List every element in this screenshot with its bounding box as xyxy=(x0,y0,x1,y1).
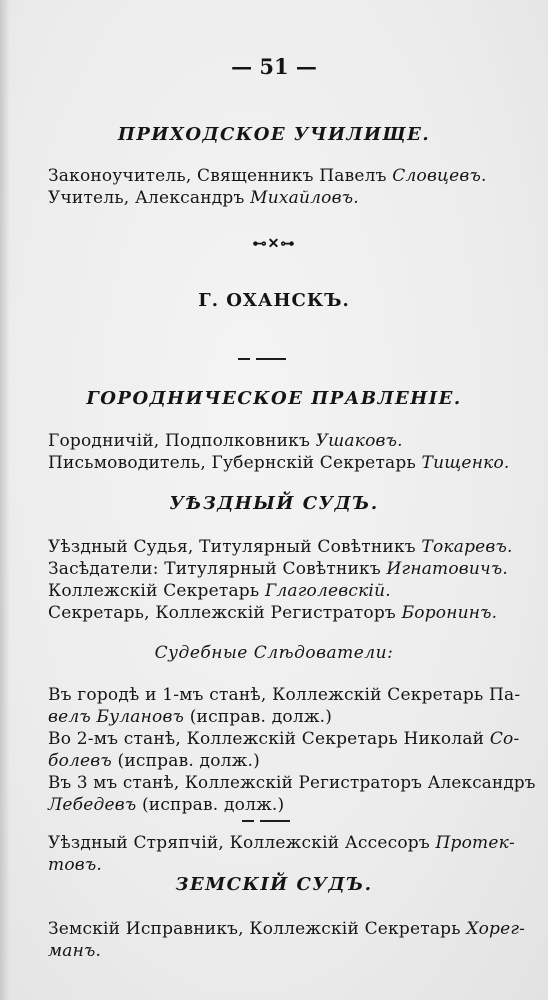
entry-secretary xyxy=(48,602,497,624)
entry-text: Коллежскій Секретарь xyxy=(48,581,260,601)
entry-name: Игнатовичъ. xyxy=(386,559,508,579)
entry-police-chief xyxy=(48,918,525,940)
entry-text: Во 2-мъ станѣ, Коллежскій Секретарь Николай xyxy=(48,729,485,749)
entry-mayor xyxy=(48,430,403,452)
entry-text: Въ городѣ и 1-мъ станѣ, Коллежскій Секретарь Па- xyxy=(48,685,521,705)
entry-name: болевъ xyxy=(48,751,112,771)
entry-text: Уѣздный Судья, Титулярный Совѣтникъ xyxy=(48,537,416,557)
ornament-divider: ⊷✕⊶ xyxy=(252,236,296,252)
entry-text: Городничій, Подполковникъ xyxy=(48,431,310,451)
rule-divider xyxy=(256,358,286,360)
entry-note: (исправ. долж.) xyxy=(141,795,285,815)
city-heading: Г. ОХАНСКЪ. xyxy=(198,290,350,311)
entry-police-chief-cont xyxy=(48,940,101,962)
entry-name: Боронинъ. xyxy=(401,603,498,623)
entry-name: Лебедевъ xyxy=(48,795,137,815)
entry-text: Въ 3 мъ станѣ, Коллежскій Регистраторъ Александръ xyxy=(48,773,536,793)
entry-name: Ушаковъ. xyxy=(315,431,403,451)
entry-text: Законоучитель, Священникъ Павелъ xyxy=(48,166,387,186)
entry-text: Засѣдатели: Титулярный Совѣтникъ xyxy=(48,559,381,579)
entry-law-teacher xyxy=(48,165,487,187)
rule-divider xyxy=(238,358,250,360)
entry-teacher xyxy=(48,187,359,209)
entry-name: Хорег- xyxy=(466,919,526,939)
entry-name: Михайловъ. xyxy=(250,188,359,208)
entry-investigator-1 xyxy=(48,684,520,706)
section-title-parish-school: ПРИХОДСКОЕ УЧИЛИЩЕ. xyxy=(117,124,431,145)
entry-clerk xyxy=(48,452,509,474)
entry-investigator-1-cont xyxy=(48,706,332,728)
entry-name: Токаревъ. xyxy=(421,537,513,557)
entry-text: Письмоводитель, Губернскій Секретарь xyxy=(48,453,416,473)
entry-name: Со- xyxy=(489,729,520,749)
page-number: — 51 — xyxy=(231,54,317,79)
rule-divider xyxy=(242,820,254,822)
entry-judge xyxy=(48,536,513,558)
entry-text: Учитель, Александръ xyxy=(48,188,245,208)
entry-district-attorney-cont xyxy=(48,854,102,876)
entry-assessors xyxy=(48,558,508,580)
rule-divider xyxy=(260,820,290,822)
entry-name: манъ. xyxy=(48,941,102,961)
entry-investigator-2 xyxy=(48,728,519,750)
subheading-investigators: Судебные Слѣдователи: xyxy=(154,643,394,663)
entry-name: Протек- xyxy=(435,833,515,853)
entry-text: Секретарь, Коллежскій Регистраторъ xyxy=(48,603,396,623)
entry-investigator-3-cont xyxy=(48,794,284,816)
entry-note: (исправ. долж.) xyxy=(117,751,260,771)
entry-name: Тищенко. xyxy=(421,453,510,473)
entry-name: Глаголевскій. xyxy=(264,581,391,601)
entry-investigator-3 xyxy=(48,772,536,794)
entry-text: Уѣздный Стряпчій, Коллежскій Ассесоръ xyxy=(48,833,430,853)
entry-district-attorney xyxy=(48,832,515,854)
entry-collegiate-secretary xyxy=(48,580,391,602)
entry-name: Словцевъ. xyxy=(392,166,487,186)
entry-investigator-2-cont xyxy=(48,750,260,772)
section-title-zemsky-court: ЗЕМСКІЙ СУДЪ. xyxy=(175,874,373,895)
entry-name: товъ. xyxy=(48,855,102,875)
entry-text: Земскій Исправникъ, Коллежскій Секретарь xyxy=(48,919,461,939)
entry-note: (исправ. долж.) xyxy=(189,707,333,727)
entry-name: велъ Булановъ xyxy=(48,707,185,727)
section-title-district-court: УѢЗДНЫЙ СУДЪ. xyxy=(169,493,379,514)
section-title-town-administration: ГОРОДНИЧЕСКОЕ ПРАВЛЕНІЕ. xyxy=(86,388,462,409)
